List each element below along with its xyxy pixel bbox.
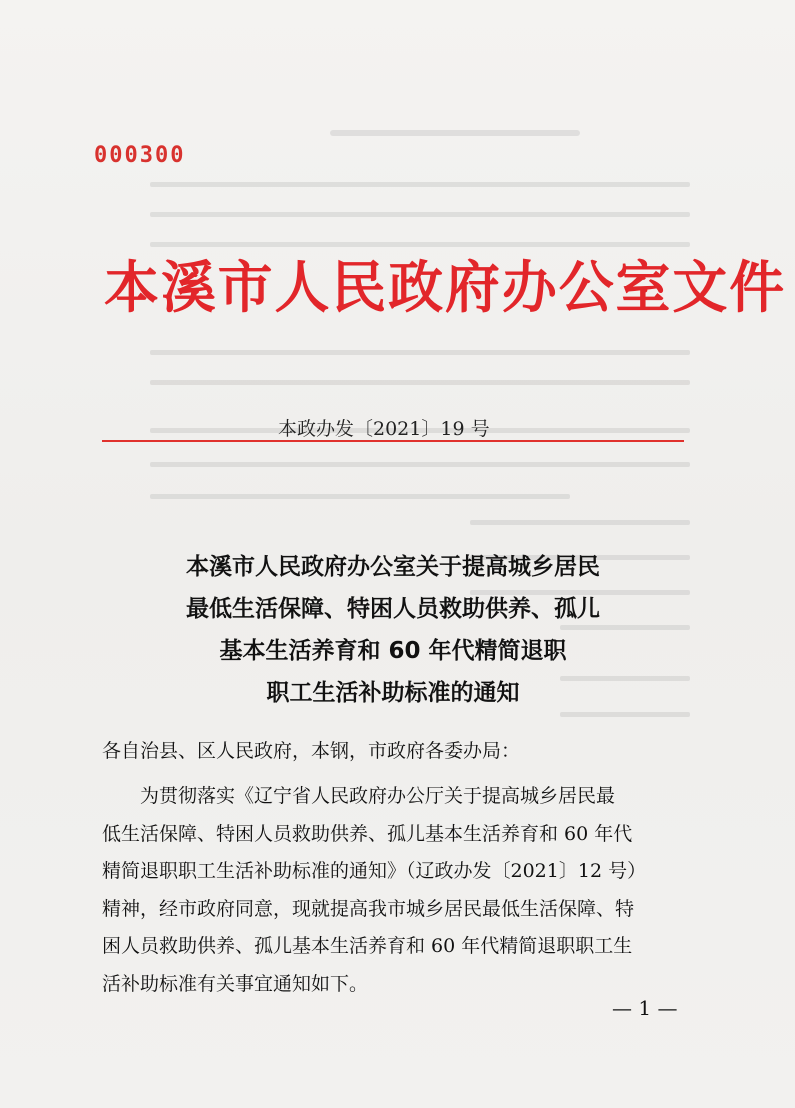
- body-paragraph: [102, 778, 688, 1003]
- document-serial-number: 000300: [94, 143, 186, 168]
- file-reference-number: 本政办发〔2021〕19 号: [278, 418, 490, 440]
- title-line: 最低生活保障、特困人员救助供养、孤儿: [186, 596, 600, 622]
- body-line: 为贯彻落实《辽宁省人民政府办公厅关于提高城乡居民最: [140, 785, 616, 807]
- body-line: 活补助标准有关事宜通知如下。: [102, 972, 369, 995]
- title-line: 本溪市人民政府办公室关于提高城乡居民: [186, 554, 600, 580]
- title-line: 职工生活补助标准的通知: [266, 680, 520, 706]
- body-line: 精简退职职工生活补助标准的通知》（辽政办发〔2021〕12 号）: [102, 860, 647, 882]
- red-divider-line: [102, 440, 684, 442]
- issuing-authority-header: 本溪市人民政府办公室文件: [104, 255, 787, 321]
- body-line: 低生活保障、特困人员救助供养、孤儿基本生活养育和 60 年代: [102, 822, 633, 845]
- page-number: — 1 —: [612, 996, 678, 1020]
- title-line: 基本生活养育和 60 年代精简退职: [219, 638, 567, 664]
- body-line: 精神，经市政府同意，现就提高我市城乡居民最低生活保障、特: [102, 897, 635, 920]
- addressee-line: 各自治县、区人民政府，本钢，市政府各委办局：: [102, 740, 521, 762]
- notice-title: [102, 546, 684, 714]
- body-line: 困人员救助供养、孤儿基本生活养育和 60 年代精简退职职工生: [102, 935, 633, 957]
